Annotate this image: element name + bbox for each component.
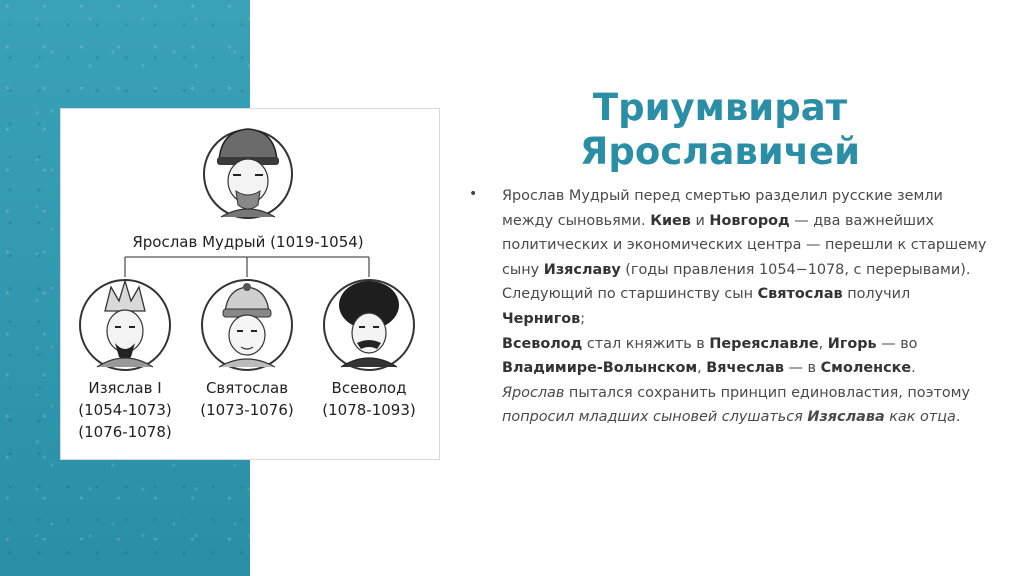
text-segment: — во: [876, 335, 918, 352]
bold-vsevolod: Всеволод: [502, 335, 583, 352]
text-segment: ,: [818, 335, 828, 352]
vsevolod-portrait: [324, 280, 414, 370]
family-tree-figure: [60, 108, 440, 460]
italic-yaroslav: Ярослав: [502, 384, 565, 401]
izyaslav-years-2: (1076-1078): [78, 423, 172, 441]
bold-igor: Игорь: [827, 335, 877, 352]
text-segment: пытался сохранить принцип единовластия, поэтому: [564, 384, 971, 401]
izyaslav-portrait: [80, 280, 170, 370]
izyaslav-name: Изяслав I: [88, 379, 162, 397]
text-segment: и: [690, 212, 710, 229]
text-segment: ,: [697, 360, 707, 377]
slide-title: [540, 86, 900, 174]
bold-smolenske: Смоленске: [820, 360, 912, 377]
yaroslav-label: Ярослав Мудрый (1019-1054): [132, 233, 364, 251]
bold-vyacheslav: Вячеслав: [706, 360, 785, 377]
italic-request: попросил младших сыновей слушаться: [502, 409, 803, 426]
text-segment: Ярослав Мудрый перед смертью разделил русские земли между сыновьями.: [502, 188, 943, 229]
italic-father: как отца: [889, 409, 956, 426]
bold-svyatoslav: Святослав: [757, 286, 843, 303]
text-segment: стал княжить в: [582, 335, 710, 352]
bold-novgorod: Новгород: [709, 212, 790, 229]
yaroslav-portrait: [204, 129, 292, 218]
text-segment: .: [911, 360, 916, 377]
slide-title-line-2: Ярославичей: [579, 130, 861, 173]
tree-connectors: [125, 257, 369, 277]
text-segment: .: [955, 409, 961, 426]
text-segment: ;: [580, 310, 586, 327]
bullet-marker: •: [469, 186, 478, 202]
bold-italic-izyaslava: Изяслава: [807, 409, 885, 426]
text-segment: — в: [784, 360, 821, 377]
svyatoslav-years: (1073-1076): [200, 401, 294, 419]
bold-chernigov: Чернигов: [502, 310, 581, 327]
svyatoslav-name: Святослав: [205, 379, 289, 397]
svyatoslav-portrait: [202, 280, 292, 370]
bold-pereyaslavle: Переяславле: [709, 335, 819, 352]
bold-izyaslavu: Изяславу: [543, 261, 621, 278]
slide-body-paragraph: [502, 184, 992, 430]
vsevolod-years: (1078-1093): [322, 401, 416, 419]
bold-vladimir: Владимире-Волынском: [502, 360, 698, 377]
text-segment: — два важнейших политических и экономических центра — перешли к старшему сыну: [502, 212, 987, 278]
family-tree-illustration: [61, 109, 439, 459]
slide-title-line-1: Триумвират: [592, 86, 848, 129]
izyaslav-years-1: (1054-1073): [78, 401, 172, 419]
text-segment: получил: [842, 286, 911, 303]
text-segment: (годы правления 1054−1078, с перерывами). Следующий по старшинству сын: [502, 261, 971, 303]
vsevolod-name: Всеволод: [331, 379, 407, 397]
bold-kiev: Киев: [650, 212, 691, 229]
